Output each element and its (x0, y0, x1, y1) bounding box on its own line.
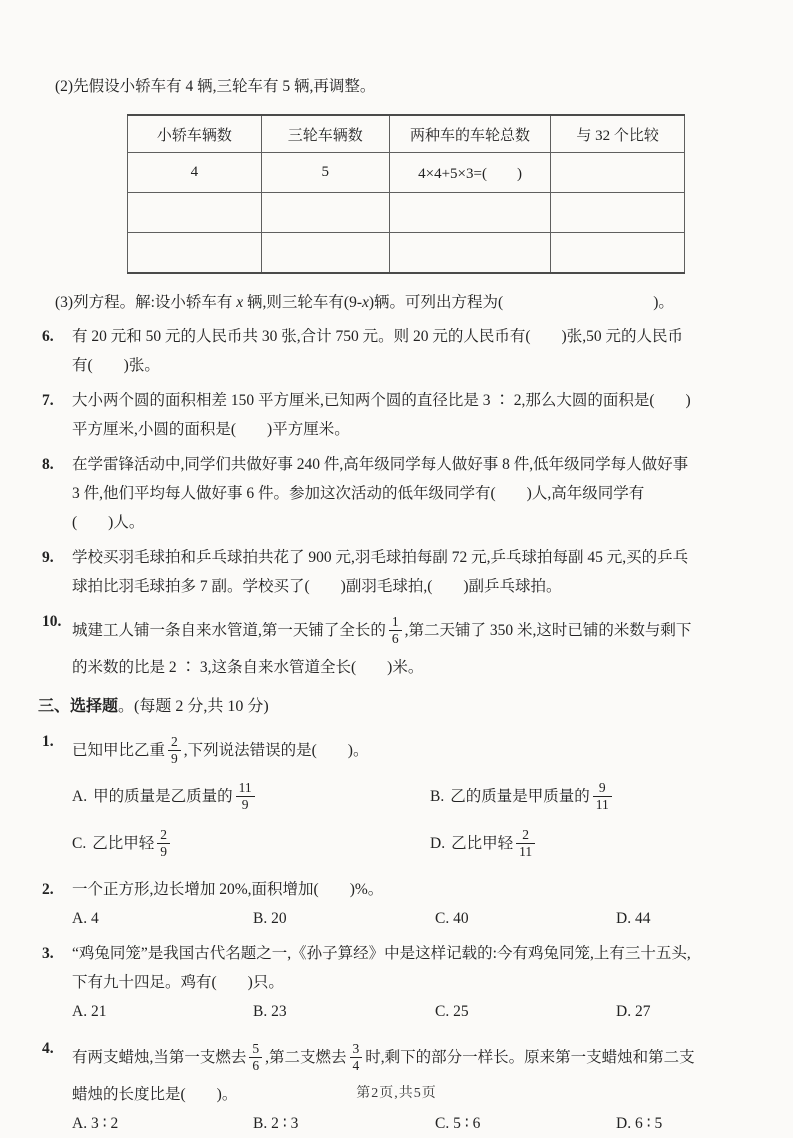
fraction-denominator: 4 (352, 1057, 360, 1073)
question-text: ( )人。 (72, 514, 145, 531)
table-cell (261, 193, 389, 233)
question-number: 8. (42, 456, 54, 473)
fraction-denominator: 9 (160, 844, 167, 859)
option-a (72, 773, 430, 820)
question-text: 时,剩下的部分一样长。原来第一支蜡烛和第二支 (365, 1048, 695, 1066)
table-row (128, 193, 685, 233)
fraction-numerator: 1 (389, 614, 402, 631)
table-cell (551, 233, 685, 274)
question-text: 下有九十四足。鸡有( )只。 (72, 974, 284, 991)
fraction (236, 780, 255, 812)
question-text: 球拍比羽毛球拍多 7 副。学校买了( )副羽毛球拍,( )副乒乓球拍。 (72, 578, 562, 595)
option-b (430, 773, 757, 820)
fraction-numerator: 2 (157, 827, 170, 844)
header-tricycle-count: 三轮车辆数 (261, 115, 389, 153)
question-number: 7. (42, 392, 54, 409)
header-wheel-total: 两种车的车轮总数 (389, 115, 551, 153)
option-label: B. (430, 788, 445, 805)
option-a: A. 21 (72, 1003, 107, 1020)
fraction-numerator: 5 (249, 1041, 262, 1058)
question-7 (42, 386, 757, 444)
question-text: “鸡兔同笼”是我国古代名题之一,《孙子算经》中是这样记载的:今有鸡兔同笼,上有三十五头, (72, 945, 691, 962)
fraction-denominator: 9 (171, 750, 178, 766)
question-number: 6. (42, 328, 54, 345)
fraction (168, 734, 181, 766)
option-c: C. 5 ∶ 6 (435, 1115, 481, 1132)
option-b: B. 2 ∶ 3 (253, 1115, 299, 1132)
option-text: 甲的质量是乙质量的 (93, 788, 233, 805)
question-text: 学校买羽毛球拍和乒乓球拍共花了 900 元,羽毛球拍每副 72 元,乒乓球拍每副 45 元,买的乒乓 (72, 549, 689, 566)
table-cell (128, 193, 262, 233)
header-compare-32: 与 32 个比较 (551, 115, 685, 153)
step2-intro: (2)先假设小轿车有 4 辆,三轮车有 5 辆,再调整。 (55, 78, 376, 95)
question-number: 1. (42, 733, 54, 750)
question-number: 4. (42, 1040, 54, 1057)
question-text: 大小两个圆的面积相差 150 平方厘米,已知两个圆的直径比是 3 ∶ 2,那么大圆的面积是( ) (72, 392, 691, 409)
option-a: A. 3 ∶ 2 (72, 1115, 119, 1132)
question-text: 有两支蜡烛,当第一支燃去 (72, 1048, 247, 1066)
options-grid (72, 773, 757, 867)
table-cell (389, 233, 551, 274)
question-text: 平方厘米,小圆的面积是( )平方厘米。 (72, 421, 350, 438)
equation-text: (3)列方程。解:设小轿车有 (55, 294, 237, 311)
question-number: 9. (42, 549, 54, 566)
fraction (249, 1041, 262, 1073)
section-title: 三、选择题 (38, 698, 119, 715)
fraction-denominator: 6 (252, 1057, 260, 1073)
option-text: 乙比甲轻 (451, 835, 514, 852)
fraction-numerator: 2 (516, 827, 535, 844)
options-grid (72, 904, 757, 933)
option-d: D. 44 (616, 910, 651, 927)
choice-question-2 (42, 875, 757, 933)
question-number: 2. (42, 881, 54, 898)
section-heading (38, 692, 757, 721)
question-text (72, 727, 757, 773)
question-text: 在学雷锋活动中,同学们共做好事 240 件,高年级同学每人做好事 8 件,低年级同学每人做好事 (72, 456, 689, 473)
fraction-denominator: 6 (391, 630, 399, 646)
table-cell: 4×4+5×3=( ) (389, 153, 551, 193)
option-label: D. (430, 835, 446, 852)
question-number: 3. (42, 945, 54, 962)
variable-x: x (361, 294, 369, 311)
choice-question-3 (42, 939, 757, 1026)
question-text: 城建工人铺一条自来水管道,第一天铺了全长的 (72, 621, 386, 639)
fraction-denominator: 11 (519, 844, 533, 859)
option-c (72, 820, 430, 867)
question-text: ,第二支燃去 (265, 1048, 347, 1066)
table-row (128, 233, 685, 274)
fraction-numerator: 9 (593, 780, 612, 797)
question-text: 已知甲比乙重 (72, 741, 166, 759)
question-text: 有 20 元和 50 元的人民币共 30 张,合计 750 元。则 20 元的人民币有( )张,50 元的人民币 (72, 328, 683, 345)
question-text: 3 件,他们平均每人做好事 6 件。参加这次活动的低年级同学有( )人,高年级同学有 (72, 485, 645, 502)
table-cell (261, 233, 389, 274)
question-9 (42, 543, 757, 601)
fraction-numerator: 2 (168, 734, 181, 751)
options-grid (72, 1109, 757, 1138)
adjustment-table (127, 114, 685, 274)
question-text: 的米数的比是 2 ∶ 3,这条自来水管道全长( )米。 (72, 659, 424, 676)
option-d: D. 6 ∶ 5 (616, 1115, 663, 1132)
option-text: 乙比甲轻 (92, 835, 155, 852)
question-text: 蜡烛的长度比是( )。 (72, 1086, 238, 1103)
question-10 (42, 607, 757, 682)
fraction-numerator: 11 (236, 780, 255, 797)
option-b: B. 23 (253, 1003, 287, 1020)
fraction (157, 827, 170, 859)
question-8 (42, 450, 757, 537)
question-text (72, 1034, 757, 1080)
option-label: A. (72, 788, 88, 805)
options-grid (72, 997, 757, 1026)
fraction (516, 827, 535, 859)
header-car-count: 小轿车辆数 (128, 115, 262, 153)
table-row (128, 153, 685, 193)
option-b: B. 20 (253, 910, 287, 927)
fraction-numerator: 3 (350, 1041, 363, 1058)
choice-question-1 (42, 727, 757, 867)
table-cell (551, 153, 685, 193)
question-text: 一个正方形,边长增加 20%,面积增加( )%。 (72, 881, 384, 898)
table-cell (551, 193, 685, 233)
fraction (593, 780, 612, 812)
section-subtitle: 。(每题 2 分,共 10 分) (118, 698, 269, 715)
variable-x: x (236, 294, 244, 311)
equation-text: )。 (653, 294, 674, 311)
option-text: 乙的质量是甲质量的 (450, 788, 590, 805)
fraction (389, 614, 402, 646)
question-6 (42, 322, 757, 380)
fraction-denominator: 11 (595, 797, 609, 812)
table-cell: 4 (128, 153, 262, 193)
fraction-denominator: 9 (241, 797, 249, 812)
table-header-row (128, 115, 685, 153)
table-cell (389, 193, 551, 233)
option-label: C. (72, 835, 87, 852)
equation-text: 辆,则三轮车有(9- (243, 294, 362, 311)
option-a: A. 4 (72, 910, 99, 927)
table-cell (128, 233, 262, 274)
option-c: C. 40 (435, 910, 469, 927)
question-text: 有( )张。 (72, 357, 160, 374)
option-c: C. 25 (435, 1003, 469, 1020)
table-cell: 5 (261, 153, 389, 193)
question-text: ,第二天铺了 350 米,这时已铺的米数与剩下 (404, 621, 692, 639)
question-text: ,下列说法错误的是( )。 (183, 741, 369, 759)
fraction (350, 1041, 363, 1073)
page-footer: 第2页,共5页 (356, 1086, 437, 1101)
option-d (430, 820, 757, 867)
step3-equation (55, 290, 757, 316)
question-text (72, 607, 757, 653)
equation-text: )辆。可列出方程为( (368, 294, 504, 311)
option-d: D. 27 (616, 1003, 651, 1020)
question-number: 10. (42, 613, 62, 630)
